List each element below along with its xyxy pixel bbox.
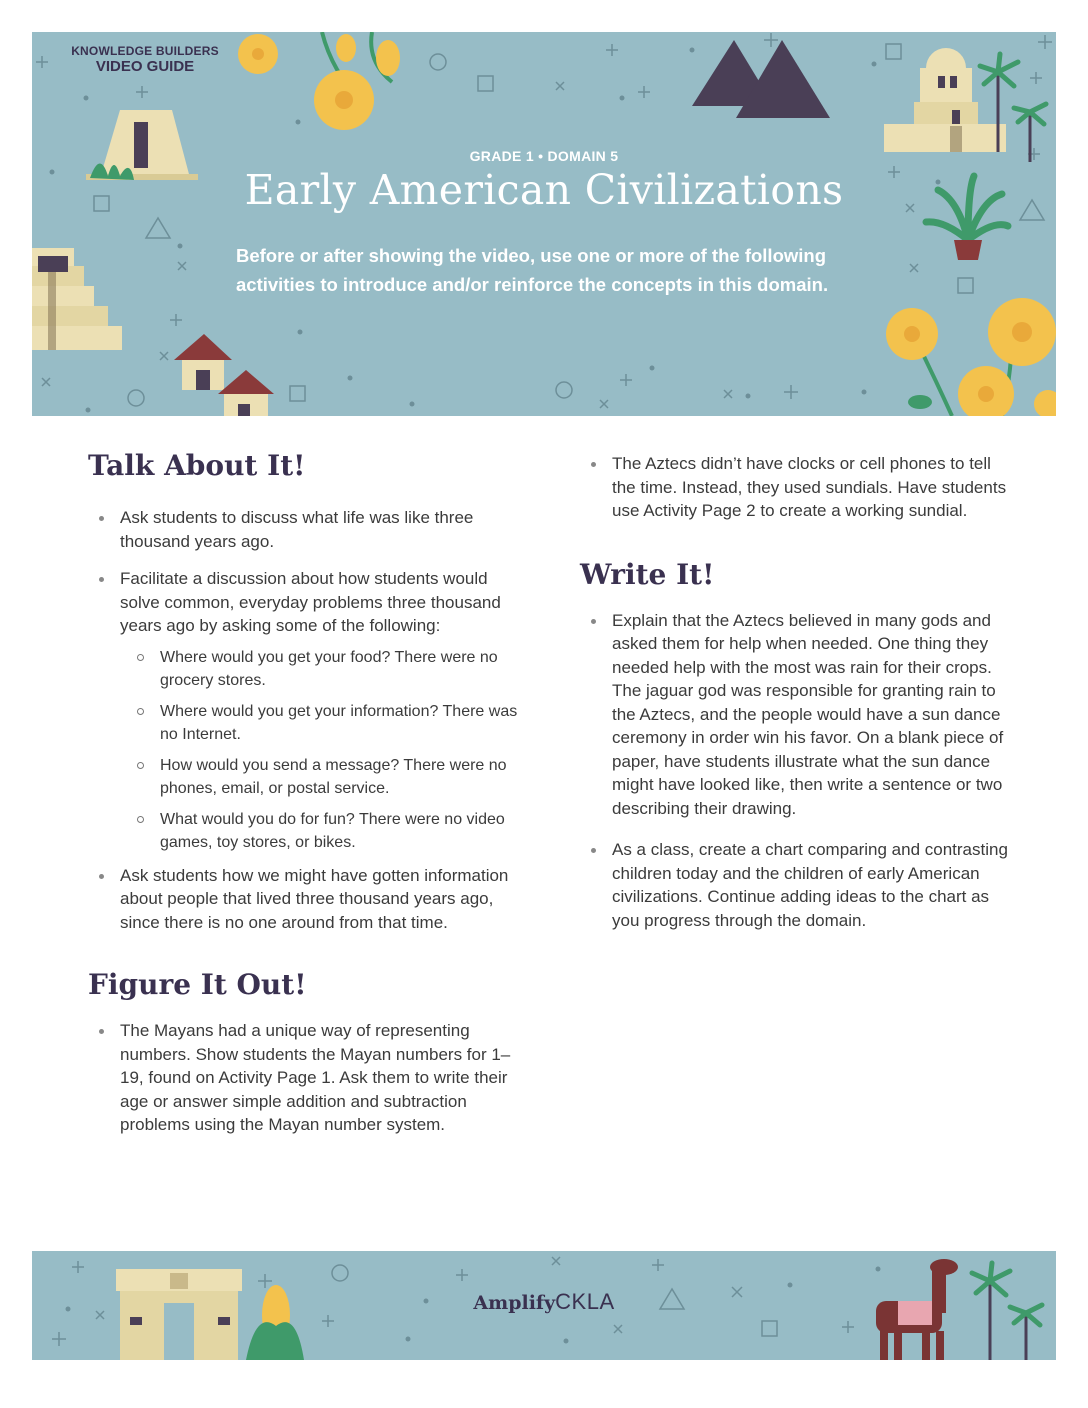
figure-list-continued: [580, 452, 1010, 523]
question-sublist: [120, 646, 518, 855]
flower-icon: [886, 298, 1056, 416]
guide-line-1: KNOWLEDGE BUILDERS: [71, 44, 219, 58]
palm-tree-icon: [972, 1263, 1042, 1360]
list-item: The Mayans had a unique way of representing numbers. Show students the Mayan numbers for 1–19, found on Activity Page 1. Ask them to write their age or answer simple addition and subtraction problems using the Mayan number system.: [88, 1019, 518, 1137]
logo-part-1: Amplify: [473, 1292, 556, 1314]
left-column: [88, 446, 518, 1137]
header-illustrations: [32, 32, 1056, 416]
amplify-ckla-logo: [462, 1289, 626, 1315]
list-item: [88, 567, 518, 855]
corn-icon: [246, 1285, 304, 1360]
potted-plant-icon: [926, 176, 1008, 260]
flower-icon: [238, 32, 400, 130]
talk-list: [88, 567, 518, 855]
video-guide-label: [70, 44, 220, 74]
write-it-heading: Write It!: [580, 557, 715, 591]
list-item-text: Facilitate a discussion about how students would solve common, everyday problems three thousand years ago by asking some of the following:: [120, 569, 501, 635]
talk-list: [88, 864, 518, 935]
list-item: Ask students to discuss what life was like three thousand years ago.: [88, 506, 518, 553]
sub-list-item: Where would you get your information? There was no Internet.: [120, 700, 518, 747]
sub-list-item: What would you do for fun? There were no video games, toy stores, or bikes.: [120, 808, 518, 855]
grade-domain-label: GRADE 1 • DOMAIN 5: [469, 148, 619, 164]
observatory-icon: [884, 48, 1006, 152]
footer-banner: [32, 1251, 1056, 1360]
stone-gate-icon: [116, 1269, 242, 1360]
intro-text: Before or after showing the video, use one or more of the following activities to introduce and/or reinforce the concepts in this domain.: [236, 245, 829, 295]
talk-about-it-heading: Talk About It!: [88, 449, 306, 482]
list-item: As a class, create a chart comparing and contrasting children today and the children of early American civilizations. Continue adding ideas to the chart as you progress through the domain.: [580, 838, 1010, 932]
page-title: Early American Civilizations: [244, 166, 844, 214]
stepped-pyramid-icon: [32, 248, 122, 350]
list-item: Ask students how we might have gotten information about people that lived three thousand years ago, since there is no one around from that time.: [88, 864, 518, 935]
talk-list: [88, 506, 518, 553]
list-item: Explain that the Aztecs believed in many gods and asked them for help when needed. One thing they needed help with the most was rain for their crops. The jaguar god was responsible for granting rain to the Aztecs, and the people would have a sun dance ceremony in order win his favor. On a blank piece of paper, have students illustrate what the sun dance might have looked like, then write a sentence or two describing their drawing.: [580, 609, 1010, 821]
guide-line-2: VIDEO GUIDE: [95, 58, 195, 75]
write-list: [580, 609, 1010, 821]
figure-list: [88, 1019, 518, 1137]
right-column: [580, 452, 1010, 932]
sub-list-item: How would you send a message? There were no phones, email, or postal service.: [120, 754, 518, 801]
write-list: [580, 838, 1010, 932]
list-item: The Aztecs didn’t have clocks or cell phones to tell the time. Instead, they used sundials. Have students use Activity Page 2 to create a working sundial.: [580, 452, 1010, 523]
header-banner: [32, 32, 1056, 416]
figure-it-out-heading: Figure It Out!: [88, 968, 307, 1001]
logo-part-2: CKLA: [555, 1289, 615, 1314]
llama-icon: [876, 1259, 958, 1360]
temple-icon: [86, 110, 198, 180]
hut-icon: [174, 334, 274, 416]
sub-list-item: Where would you get your food? There were no grocery stores.: [120, 646, 518, 693]
